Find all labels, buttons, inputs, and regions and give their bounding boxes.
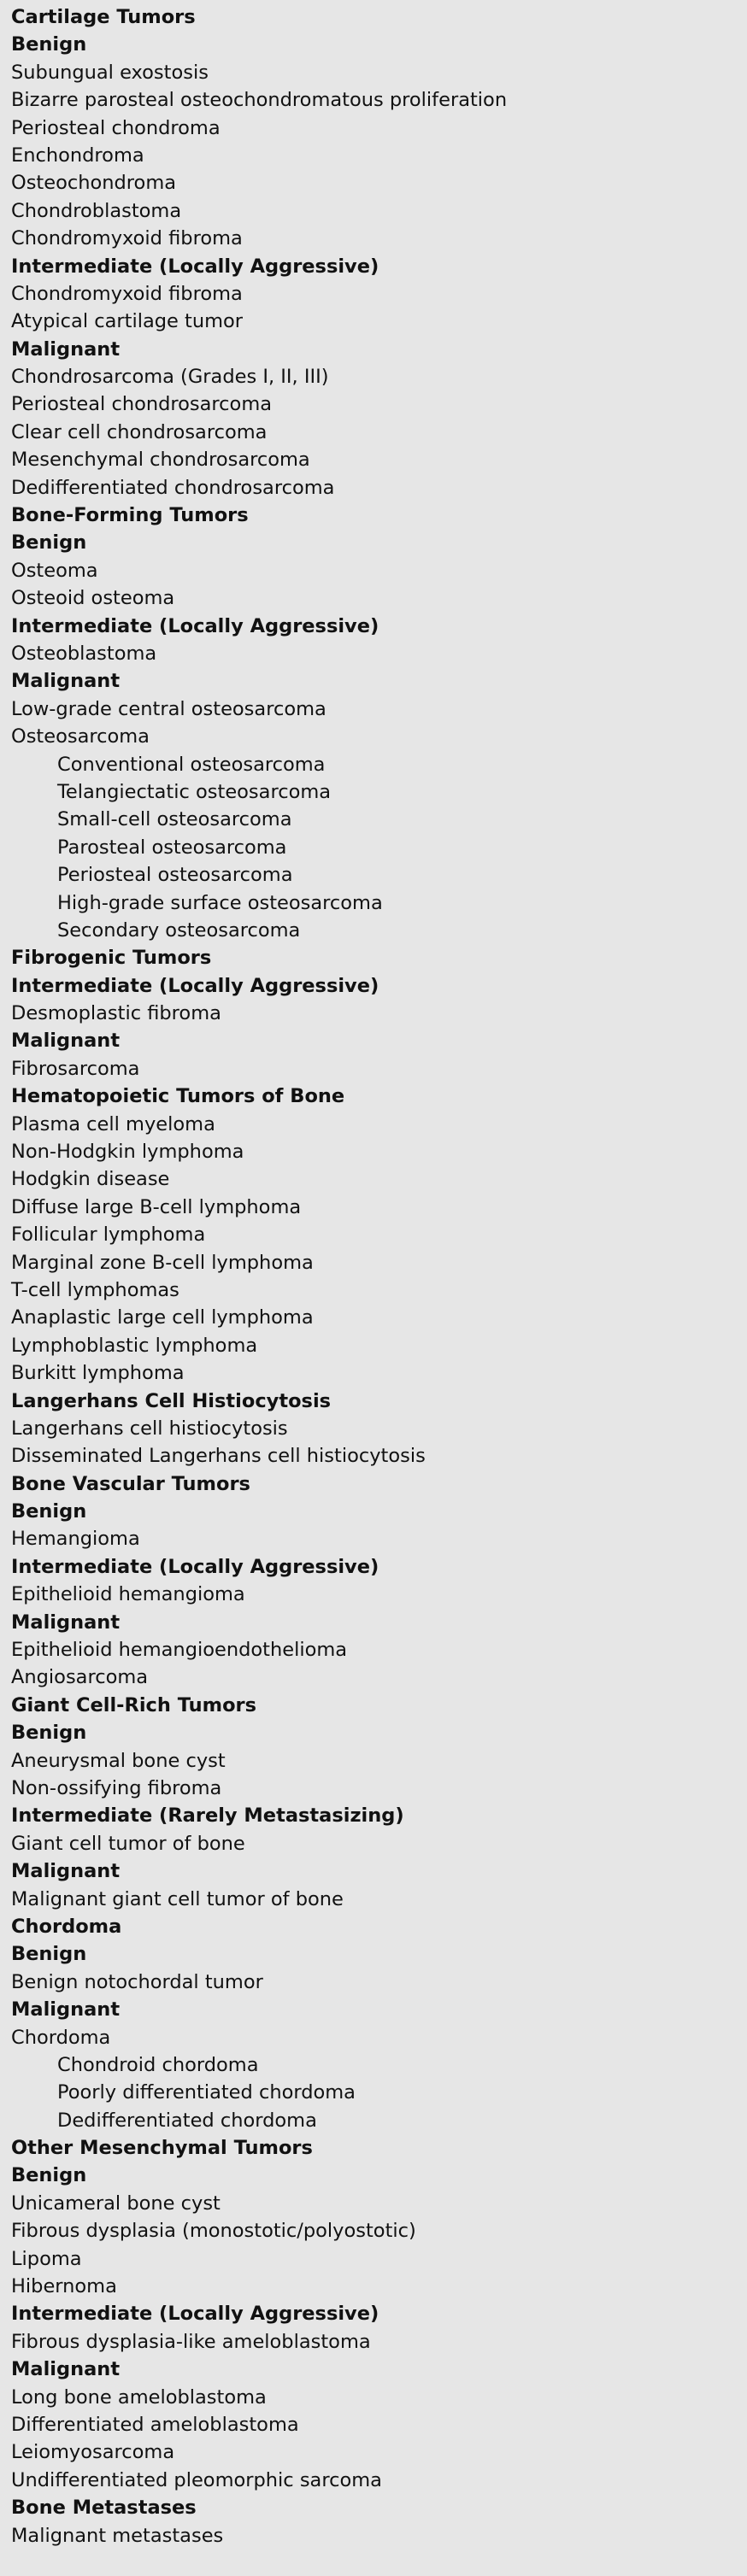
section-heading: Malignant	[11, 1611, 121, 1634]
list-item: Marginal zone B-cell lymphoma	[11, 1251, 314, 1274]
section-heading: Intermediate (Rarely Metastasizing)	[11, 1804, 404, 1828]
section-heading: Benign	[11, 33, 87, 56]
list-item: Epithelioid hemangioendothelioma	[11, 1639, 348, 1662]
list-item: Chondroblastoma	[11, 199, 182, 222]
list-item: Chordoma	[11, 2026, 111, 2049]
list-item: Plasma cell myeloma	[11, 1112, 215, 1135]
list-item: Malignant metastases	[11, 2524, 224, 2547]
subtype-item: Poorly differentiated chordoma	[57, 2081, 356, 2104]
list-item: Diffuse large B-cell lymphoma	[11, 1195, 302, 1218]
list-item: Lipoma	[11, 2247, 82, 2270]
list-item: Chondromyxoid fibroma	[11, 227, 243, 250]
list-item: Fibrous dysplasia-like ameloblastoma	[11, 2330, 371, 2353]
subtype-item: Telangiectatic osteosarcoma	[57, 780, 332, 803]
list-item: Enchondroma	[11, 144, 144, 167]
list-item: Osteochondroma	[11, 172, 177, 195]
list-item: Clear cell chondrosarcoma	[11, 420, 268, 443]
list-item: Fibrous dysplasia (monostotic/polyostotic)	[11, 2220, 416, 2243]
list-item: Benign notochordal tumor	[11, 1970, 263, 1993]
list-item: Unicameral bone cyst	[11, 2192, 221, 2215]
section-heading: Langerhans Cell Histiocytosis	[11, 1389, 332, 1412]
section-heading: Benign	[11, 1722, 87, 1745]
list-item: Differentiated ameloblastoma	[11, 2413, 299, 2436]
list-item: Chondromyxoid fibroma	[11, 282, 243, 305]
section-heading: Bone Vascular Tumors	[11, 1472, 250, 1495]
section-heading: Intermediate (Locally Aggressive)	[11, 255, 379, 278]
section-heading: Malignant	[11, 1030, 121, 1053]
list-item: Lymphoblastic lymphoma	[11, 1334, 258, 1357]
subtype-item: Small-cell osteosarcoma	[57, 808, 292, 831]
subtype-item: Dedifferentiated chordoma	[57, 2109, 317, 2132]
section-heading: Malignant	[11, 1998, 121, 2021]
list-item: Epithelioid hemangioma	[11, 1583, 245, 1606]
section-heading: Giant Cell-Rich Tumors	[11, 1693, 257, 1716]
section-heading: Malignant	[11, 337, 121, 361]
section-heading: Malignant	[11, 670, 121, 693]
section-heading: Hematopoietic Tumors of Bone	[11, 1085, 345, 1108]
list-item: Non-ossifying fibroma	[11, 1777, 222, 1799]
list-item: Low-grade central osteosarcoma	[11, 697, 326, 720]
section-heading: Bone Metastases	[11, 2497, 197, 2520]
list-item: Non-Hodgkin lymphoma	[11, 1141, 244, 1164]
section-heading: Benign	[11, 531, 87, 555]
list-item: Periosteal chondroma	[11, 116, 221, 139]
list-item: Aneurysmal bone cyst	[11, 1749, 226, 1772]
subtype-item: Secondary osteosarcoma	[57, 918, 301, 942]
list-item: Hemangioma	[11, 1528, 140, 1551]
list-item: Fibrosarcoma	[11, 1057, 140, 1080]
list-item: Hodgkin disease	[11, 1168, 170, 1191]
section-heading: Benign	[11, 1500, 87, 1523]
section-heading: Intermediate (Locally Aggressive)	[11, 1555, 379, 1578]
list-item: Chondrosarcoma (Grades I, II, III)	[11, 366, 329, 389]
list-item: Osteoid osteoma	[11, 587, 175, 610]
list-item: Osteoma	[11, 559, 98, 582]
list-item: Undifferentiated pleomorphic sarcoma	[11, 2468, 382, 2491]
subtype-item: Conventional osteosarcoma	[57, 753, 326, 776]
subtype-item: High-grade surface osteosarcoma	[57, 891, 383, 914]
section-heading: Malignant	[11, 2358, 121, 2381]
list-item: Giant cell tumor of bone	[11, 1832, 245, 1855]
section-heading: Benign	[11, 2164, 87, 2187]
section-heading: Malignant	[11, 1860, 121, 1883]
list-item: Periosteal chondrosarcoma	[11, 393, 273, 416]
section-heading: Intermediate (Locally Aggressive)	[11, 974, 379, 997]
list-item: Hibernoma	[11, 2275, 117, 2298]
subtype-item: Parosteal osteosarcoma	[57, 836, 287, 859]
list-item: Osteosarcoma	[11, 725, 150, 748]
list-item: Desmoplastic fibroma	[11, 1002, 221, 1025]
list-item: Bizarre parosteal osteochondromatous proliferation	[11, 89, 508, 112]
list-item: Disseminated Langerhans cell histiocytosis	[11, 1445, 426, 1468]
list-item: Anaplastic large cell lymphoma	[11, 1306, 314, 1329]
list-item: Langerhans cell histiocytosis	[11, 1417, 288, 1440]
list-item: Follicular lymphoma	[11, 1223, 206, 1247]
section-heading: Benign	[11, 1943, 87, 1966]
list-item: Long bone ameloblastoma	[11, 2385, 267, 2409]
subtype-item: Periosteal osteosarcoma	[57, 864, 293, 887]
section-heading: Chordoma	[11, 1915, 122, 1938]
list-item: Malignant giant cell tumor of bone	[11, 1887, 344, 1910]
section-heading: Fibrogenic Tumors	[11, 947, 212, 970]
section-heading: Cartilage Tumors	[11, 6, 196, 28]
list-item: Leiomyosarcoma	[11, 2441, 175, 2464]
list-item: Osteoblastoma	[11, 642, 157, 665]
list-item: Subungual exostosis	[11, 61, 209, 84]
list-item: Mesenchymal chondrosarcoma	[11, 449, 310, 472]
section-heading: Intermediate (Locally Aggressive)	[11, 2303, 379, 2326]
subtype-item: Chondroid chordoma	[57, 2053, 259, 2076]
section-heading: Intermediate (Locally Aggressive)	[11, 614, 379, 637]
list-item: Burkitt lymphoma	[11, 1362, 185, 1385]
list-item: T-cell lymphomas	[11, 1278, 179, 1301]
list-item: Dedifferentiated chondrosarcoma	[11, 476, 335, 499]
list-item: Atypical cartilage tumor	[11, 310, 244, 333]
section-heading: Bone-Forming Tumors	[11, 504, 249, 527]
section-heading: Other Mesenchymal Tumors	[11, 2137, 313, 2160]
list-item: Angiosarcoma	[11, 1666, 149, 1689]
